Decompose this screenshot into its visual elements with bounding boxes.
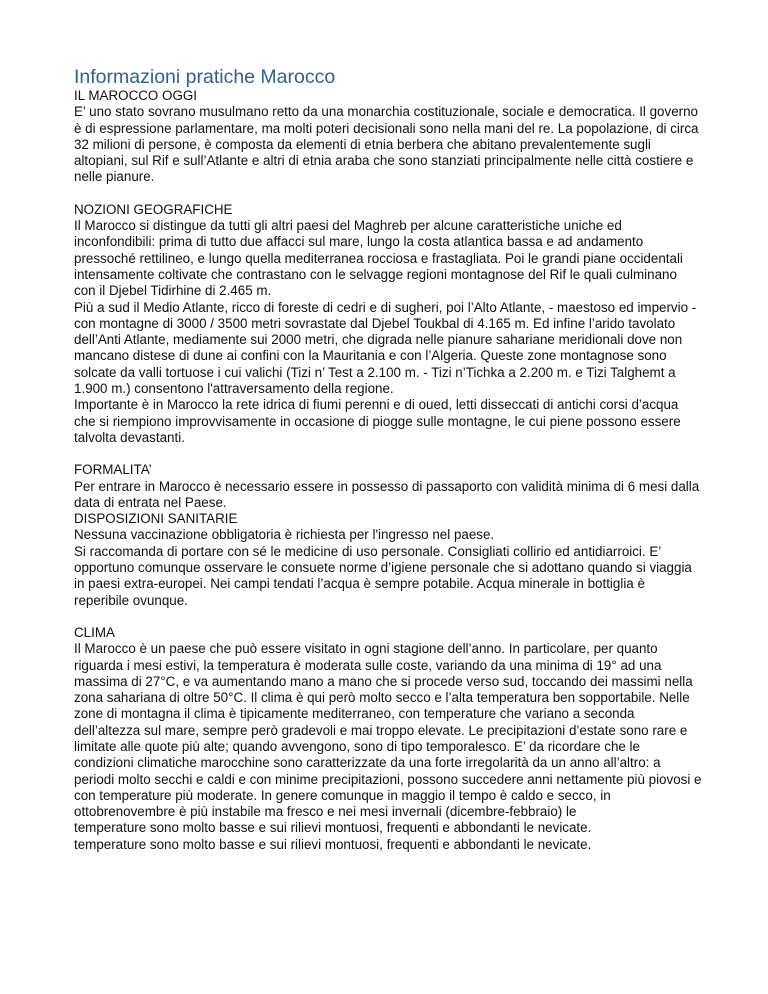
- section-heading: DISPOSIZIONI SANITARIE: [74, 511, 238, 527]
- section: [74, 202, 702, 446]
- document-page: [74, 66, 706, 869]
- section-heading: CLIMA: [74, 624, 115, 640]
- section-paragraph: Il Marocco è un paese che può essere visitato in ogni stagione dell’anno. In particolare, per quanto riguarda i mesi estivi, la temperatura è moderata sulle coste, variando da una minima di 19° ad una massima di 27°C, e va aumentando mano a mano che si procede verso sud, toccando dei massimi nella zona sahariana di oltre 50°C. Il clima è qui però molto secco e l’alta temperatura ben sopportabile. Nelle zone di montagna il clima è tipicamente mediterraneo, con temperature che variano a seconda dell’altezza sul mare, sempre però gradevoli e mai troppo elevate. Le precipitazioni d’estate sono rare e limitate alle quote più alte; quando avvengono, sono di tipo temporalesco. E’ da ricordare che le condizioni climatiche marocchine sono caratterizzate da una forte irregolarità da un anno all’altro: a periodi molto secchi e caldi e con minime precipitazioni, possono succedere anni nettamente più piovosi e con temperature più moderate. In genere comunque in maggio il tempo è caldo e secco, in ottobrenovembre è più instabile ma fresco e nei mesi invernali (dicembre-febbraio) le: [74, 641, 706, 820]
- section-paragraph: E’ uno stato sovrano musulmano retto da una monarchia costituzionale, sociale e democratica. Il governo è di espressione parlamentare, ma molti poteri decisionali sono nella mani del re. La popolazione, di circa 32 milioni di persone, è composta da elementi di etnia berbera che abitano prevalentemente sugli altopiani, sul Rif e sull’Atlante e altri di etnia araba che sono stanziati principalmente nelle città costiere e nelle pianure.: [74, 104, 703, 185]
- section-heading: IL MAROCCO OGGI: [74, 88, 198, 103]
- section-paragraph: Nessuna vaccinazione obbligatoria è richiesta per l'ingresso nel paese.: [74, 527, 495, 543]
- section: [74, 511, 702, 609]
- section-paragraph: temperature sono molto basse e sui rilievi montuosi, frequenti e abbondanti le nevicate.: [74, 836, 592, 852]
- section-paragraph: Il Marocco si distingue da tutti gli altri paesi del Maghreb per alcune caratteristiche uniche ed inconfondibili: prima di tutto due affacci sul mare, lungo la costa atlantica bassa e ad andamento pressoché rettilineo, e lungo quella mediterranea rocciosa e frastagliata. Poi le grandi piane occidentali intensamente coltivate che contrastano con le selvagge regioni montagnose del Rif le quali culminano con il Djebel Tidirhine di 2.465 m.: [74, 218, 687, 299]
- document-title: Informazioni pratiche Marocco: [74, 66, 336, 88]
- section-heading: NOZIONI GEOGRAFICHE: [74, 201, 233, 217]
- section: [74, 462, 702, 511]
- document-body: [74, 88, 706, 853]
- section-paragraph: Per entrare in Marocco è necessario essere in possesso di passaporto con validità minima di 6 mesi dalla data di entrata nel Paese.: [74, 478, 703, 510]
- section-paragraph: Importante è in Marocco la rete idrica di fiumi perenni e di oued, letti disseccati di antichi corsi d’acqua che si riempiono improvvisamente in occasione di piogge sulle montagne, le cui piene possono essere talvolta devastanti.: [74, 397, 685, 445]
- section: [74, 88, 702, 186]
- section: [74, 624, 706, 853]
- section-heading: FORMALITA’: [74, 462, 152, 478]
- section-paragraph: Più a sud il Medio Atlante, ricco di foreste di cedri e di sugheri, poi l’Alto Atlante, - maestoso ed impervio - con montagne di 3000 / 3500 metri sovrastate dal Djebel Toukbal di 4.165 m. Ed infine l’arido tavolato dell’Anti Atlante, mediamente sui 2000 metri, che digrada nelle pianure sahariane meridionali dove non mancano distese di dune ai confini con la Mauritania e con l’Algeria. Queste zone montagnose sono solcate da valli tortuose i cui valichi (Tizi n’ Test a 2.100 m. - Tizi n’Tichka a 2.200 m. e Tizi Talghemt a 1.900 m.) consentono l'attraversamento della regione.: [74, 299, 700, 397]
- section-paragraph: Si raccomanda di portare con sé le medicine di uso personale. Consigliati collirio ed antidiarroici. E’ opportuno comunque osservare le consuete norme d’igiene personale che si adottano quando si viaggia in paesi extra-europei. Nei campi tendati l’acqua è sempre potabile. Acqua minerale in bottiglia è reperibile ovunque.: [74, 543, 696, 608]
- section-paragraph: temperature sono molto basse e sui rilievi montuosi, frequenti e abbondanti le nevicate.: [74, 820, 592, 836]
